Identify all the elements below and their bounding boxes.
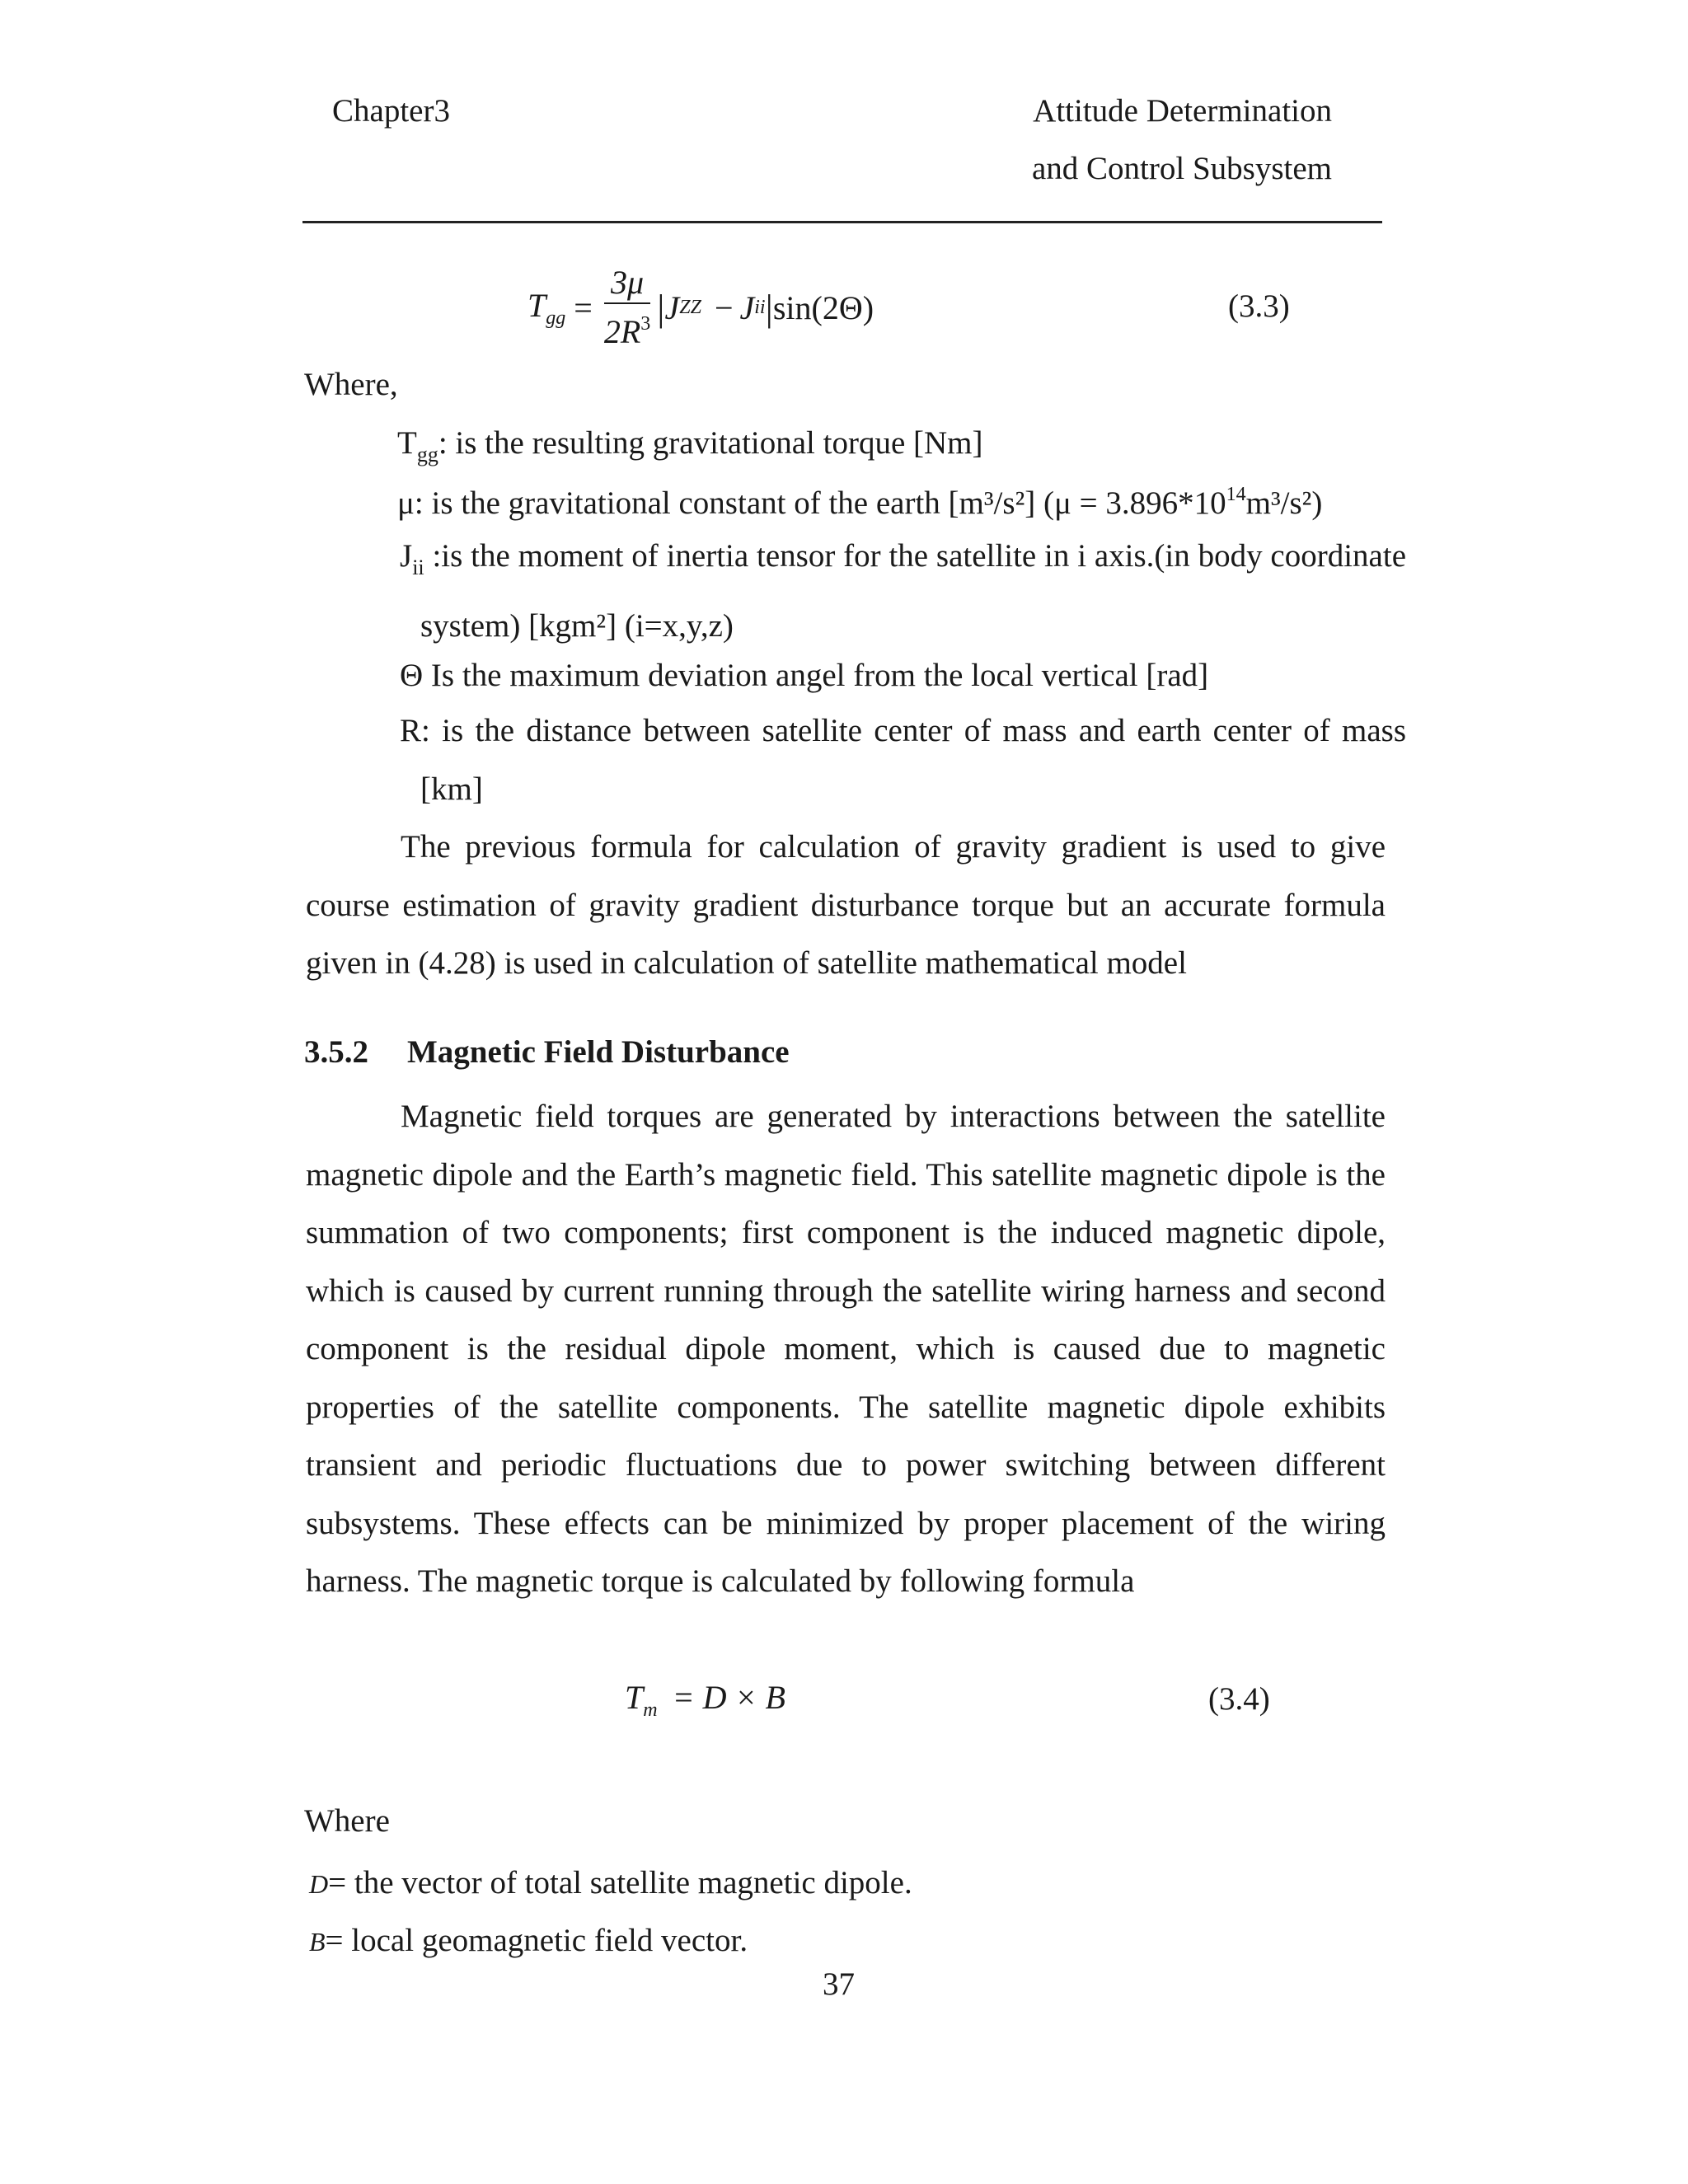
where-label-1: Where, xyxy=(304,367,398,402)
def-mu: μ: is the gravitational constant of the earth [m³/s²] $(\mu = 3.896*10^{14}m^3/s^2)$ xyxy=(397,484,1323,521)
eq34-lhs-sub: m xyxy=(643,1699,658,1721)
eq33-equals: = xyxy=(574,288,593,326)
eq33-abs-open: | xyxy=(657,286,665,329)
eq33-numerator: 3μ xyxy=(604,265,650,304)
equation-3-4 xyxy=(625,1678,785,1722)
header-title-line2: and Control Subsystem xyxy=(1031,151,1332,186)
where-label-2: Where xyxy=(304,1803,390,1839)
header-title-line1: Attitude Determination xyxy=(1033,93,1332,129)
eq34-lhs: T xyxy=(625,1679,644,1716)
def-d: D= the vector of total satellite magnetic dipole. xyxy=(309,1865,912,1900)
paragraph-magnetic-field: Magnetic field torques are generated by interactions between the satellite magnetic dipole and the Earth’s magnetic field. This satellite magnetic dipole is the summation of two components; first component is the induced magnetic dipole, which is caused by current running through the satellite wiring harness and second component is the residual dipole moment, which is caused due to magnetic properties of the satellite components. The satellite magnetic dipole exhibits transient and periodic fluctuations due to power switching between different subsystems. These effects can be minimized by proper placement of the wiring harness. The magnetic torque is calculated by following formula xyxy=(306,1099,1386,1599)
header-chapter: Chapter3 xyxy=(332,93,450,129)
paragraph-gravity-gradient: The previous formula for calculation of gravity gradient is used to give course estimation of gravity gradient disturbance torque but an accurate formula given in (4.28) is used in calculation of satellite mathematical model xyxy=(306,829,1386,981)
page-number: 37 xyxy=(823,1966,855,2002)
eq33-j: J xyxy=(664,288,680,326)
section-number: 3.5.2 xyxy=(304,1034,368,1070)
eq34-rhs: = D × B xyxy=(672,1679,785,1716)
def-r: R: is the distance between satellite center of mass and earth center of mass [km] xyxy=(400,713,1406,807)
def-tgg: $T_{gg}$: is the resulting gravitational torque [Nm] xyxy=(397,425,983,466)
eq33-lhs: $T_{gg}$ xyxy=(528,286,566,329)
section-title: Magnetic Field Disturbance xyxy=(407,1034,790,1070)
eq33-j2: J xyxy=(739,288,755,326)
eq33-zz: ZZ xyxy=(679,296,701,318)
equation-3-3 xyxy=(528,262,874,353)
eq33-denominator: $2R^3$ xyxy=(603,313,651,350)
eq33-ii: ii xyxy=(754,296,766,318)
def-theta: Θ Is the maximum deviation angel from the local vertical [rad] xyxy=(400,658,1209,693)
header-rule xyxy=(302,221,1382,223)
eq33-abs-close: | xyxy=(765,286,773,329)
eq33-sin: sin(2Θ) xyxy=(772,288,874,326)
eq33-minus: − xyxy=(714,288,734,326)
def-jii: $J_{ii}$ :is the moment of inertia tensor for the satellite in i axis.(in body coordinate system) [kgm²] (i=x,y,z) xyxy=(400,538,1406,644)
def-b: B= local geomagnetic field vector. xyxy=(309,1923,748,1958)
equation-3-3-number: (3.3) xyxy=(1228,288,1290,324)
eq33-fraction xyxy=(604,265,650,350)
equation-3-4-number: (3.4) xyxy=(1208,1681,1270,1717)
